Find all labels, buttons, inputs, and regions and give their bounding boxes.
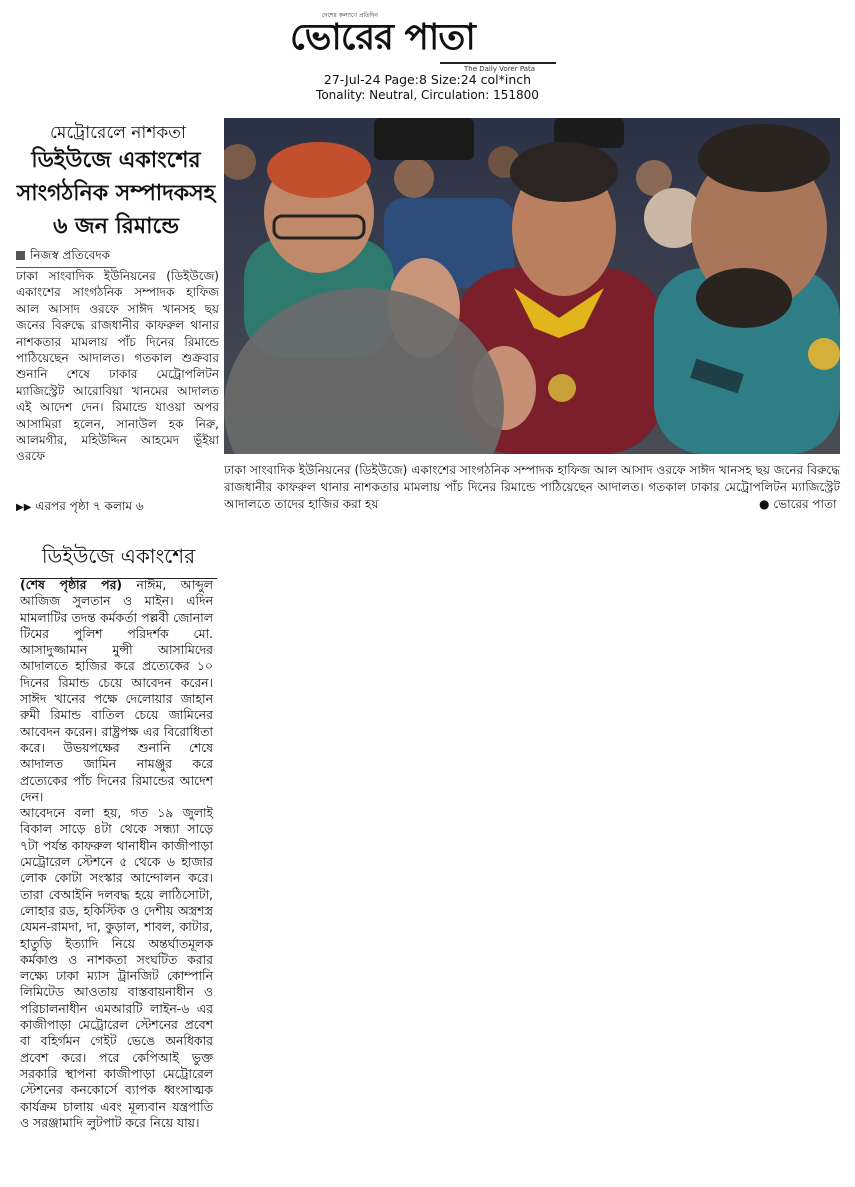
headline-line: ডিইউজে একাংশের (31, 148, 201, 173)
photo-illustration (224, 118, 840, 454)
headline-line: ৬ জন রিমান্ডে (53, 214, 179, 239)
masthead-rule (440, 62, 556, 64)
article-headline (12, 144, 220, 243)
masthead-tagline: দেশের কল্যাণে প্রতিদিন (322, 12, 378, 19)
masthead-title: ভোরের পাতা (290, 17, 475, 58)
newspaper-masthead (290, 10, 565, 73)
byline-square-icon (16, 251, 25, 260)
continuation-lead-in: (শেষ পৃষ্ঠার পর) (20, 577, 123, 592)
masthead-english-name: The Daily Vorer Pata (464, 65, 536, 73)
continuation-headline: ডিইউজে একাংশের (20, 542, 217, 579)
news-photo (224, 118, 840, 454)
jump-text: এরপর পৃষ্ঠা ৭ কলাম ৬ (35, 499, 144, 513)
continuation-text: নাঈম, আব্দুল আজিজ সুলতান ও মাইন। এদিন মামলাটির তদন্ত কর্মকর্তা পল্লবী জোনাল টিমের পুলিশ পরিদর্শক মো. আসাদুজ্জামান মুন্সী আসামিদের আদালতে হাজির করে প্রত্যেকের ১০ দিনের রিমান্ড চেয়ে আবেদন করেন। সাঈদ খানের পক্ষে দেলোয়ার জাহান রুমী রিমান্ড বাতিল চেয়ে জামিনের আবেদন করেন। রাষ্ট্রপক্ষ এর বিরোধিতা করে। উভয়পক্ষের শুনানি শেষে আদালত জামিন নামঞ্জুর করে প্রত্যেকের পাঁচ দিনের রিমান্ডের আদেশ দেন। (20, 577, 213, 804)
headline-line: সাংগঠনিক সম্পাদকসহ (16, 181, 216, 206)
photo-credit: ● ভোরের পাতা (755, 496, 837, 516)
continued-on-jump (16, 498, 144, 518)
clipping-meta-date-page: 27-Jul-24 Page:8 Size:24 col*inch (323, 72, 532, 87)
article-kicker: মেট্রোরেলে নাশকতা (50, 123, 186, 143)
article-byline (16, 247, 116, 268)
double-arrow-icon: ▶▶ (16, 502, 32, 513)
byline-text: নিজস্ব প্রতিবেদক (30, 248, 111, 262)
photo-caption: ঢাকা সাংবাদিক ইউনিয়নের (ডিইউজে) একাংশের সাংগঠনিক সম্পাদক হাফিজ আল আসাদ ওরফে সাঈদ খানসহ ছয় জনের বিরুদ্ধে রাজধানীর কাফরুল থানার নাশকতার মামলায় পাঁচ দিনের রিমান্ডে পাঠিয়েছেন আদালত। গতকাল ঢাকার মেট্রোপলিটন ম্যাজিস্ট্রেট আদালতে তাদের হাজির করা হয় (224, 463, 840, 511)
continuation-paragraph: আবেদনে বলা হয়, গত ১৯ জুলাই বিকাল সাড়ে ৪টা থেকে সন্ধ্যা সাড়ে ৭টা পর্যন্ত কাফরুল থানাধীন কাজীপাড়া মেট্রোরেল স্টেশনে ৫ থেকে ৬ হাজার লোক কোটা সংস্কার আন্দোলন করে। তারা বেআইনি দলবদ্ধ হয়ে লাঠিসোটা, লোহার রড, হকিস্টিক ও দেশীয় অস্ত্রশস্ত্র যেমন-রামদা, দা, কুড়াল, শাবল, কাটার, হাতুড়ি ইত্যাদি নিয়ে অন্তর্ঘাতমূলক কর্মকাণ্ড ও নাশকতা সংঘটিত করার লক্ষ্যে ঢাকা ম্যাস ট্রানজিট কোম্পানি লিমিটেড আওতায় বাস্তবায়নাধীন ও পরিচালনাধীন এমআরটি লাইন-৬ এর কাজীপাড়া মেট্রোরেল স্টেশনের প্রবেশ বা বহির্গমন গেইট ভেঙে অনধিকার প্রবেশ করে। পরে কেপিআই ভুক্ত সরকারি স্থাপনা কাজীপাড়া মেট্রোরেল স্টেশনের কনকোর্সে ব্যাপক ধ্বংসাত্মক কার্যক্রম চালায় এবং মূল্যবান যন্ত্রপাতি ও সরঞ্জামাদি লুটপাট করে নিয়ে যায়। (20, 805, 213, 1130)
article-body: ঢাকা সাংবাদিক ইউনিয়নের (ডিইউজে) একাংশের সাংগঠনিক সম্পাদক হাফিজ আল আসাদ ওরফে সাঈদ খানসহ ছয় জনের বিরুদ্ধে রাজধানীর কাফরুল থানার নাশকতার মামলায় পাঁচ দিনের রিমান্ডে পাঠিয়েছেন আদালত। গতকাল শুক্রবার শুনানি শেষে ঢাকার মেট্রোপলিটন ম্যাজিস্ট্রেট আরোবিয়া খানমের আদালত এই আদেশ দেন। রিমান্ডে যাওয়া অপর আসামিরা হলেন, সানাউল হক নিরু, আলমগীর, মহিউদ্দিন আহমেদ ভূঁইয়া ওরফে (16, 269, 219, 464)
clipping-meta-tonality: Tonality: Neutral, Circulation: 151800 (316, 88, 539, 102)
continuation-body (20, 577, 213, 1131)
continuation-paragraph (20, 577, 213, 805)
